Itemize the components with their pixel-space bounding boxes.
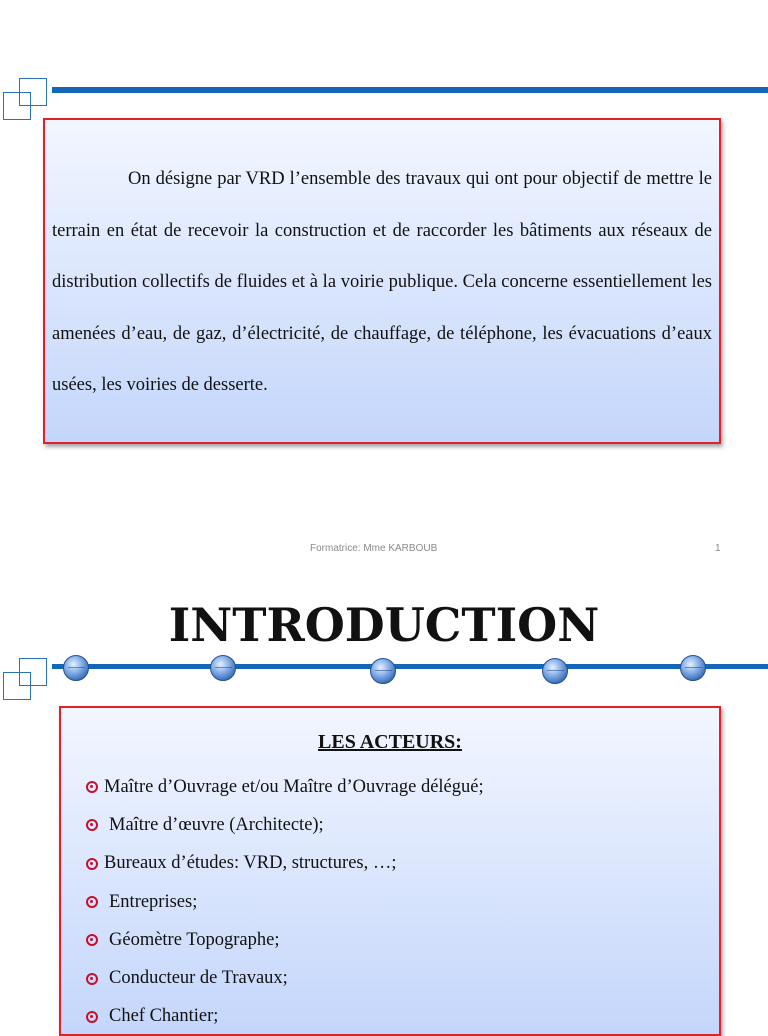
definition-paragraph: On désigne par VRD l’ensemble des travaux qui ont pour objectif de mettre le terrain en état de recevoir la construction et de raccorder les bâtiments aux réseaux de distribution collectifs de fluides et à la voirie publique. Cela concerne essentiellement les amenées d’eau, de gaz, d’électricité, de chauffage, de téléphone, les évacuations d’eaux usées, les voiries de desserte. [52,169,712,395]
actor-label: Géomètre Topographe; [109,929,280,950]
actor-label: Maître d’œuvre (Architecte); [109,814,324,835]
overlapping-squares-icon [3,656,49,700]
list-item [86,845,484,883]
list-item [86,806,484,844]
list-item [86,921,484,959]
spiral-bullet-icon [86,1011,98,1023]
spiral-bullet-icon [86,858,98,870]
actor-label: Entreprises; [109,891,198,912]
globe-orb-icon [210,655,236,681]
page-number: 1 [715,543,721,554]
list-item [86,883,484,921]
actors-heading: LES ACTEURS: [318,731,462,753]
globe-orb-icon [680,655,706,681]
spiral-bullet-icon [86,896,98,908]
list-item [86,959,484,997]
title-divider-line [52,664,768,669]
list-item [86,998,484,1036]
globe-orb-icon [370,658,396,684]
actor-label: Chef Chantier; [109,1006,219,1027]
spiral-bullet-icon [86,781,98,793]
footer-author: Formatrice: Mme KARBOUB [310,543,438,554]
globe-orb-icon [542,658,568,684]
header-divider-line [52,87,768,93]
actor-label: Conducteur de Travaux; [109,968,288,989]
page-title: INTRODUCTION [168,598,600,652]
actor-label: Bureaux d’études: VRD, structures, …; [104,853,397,874]
overlapping-squares-icon [3,76,49,120]
spiral-bullet-icon [86,973,98,985]
spiral-bullet-icon [86,934,98,946]
list-item [86,768,484,806]
actor-label: Maître d’Ouvrage et/ou Maître d’Ouvrage délégué; [104,776,484,797]
spiral-bullet-icon [86,819,98,831]
actors-list [86,768,484,1036]
globe-orb-icon [63,655,89,681]
